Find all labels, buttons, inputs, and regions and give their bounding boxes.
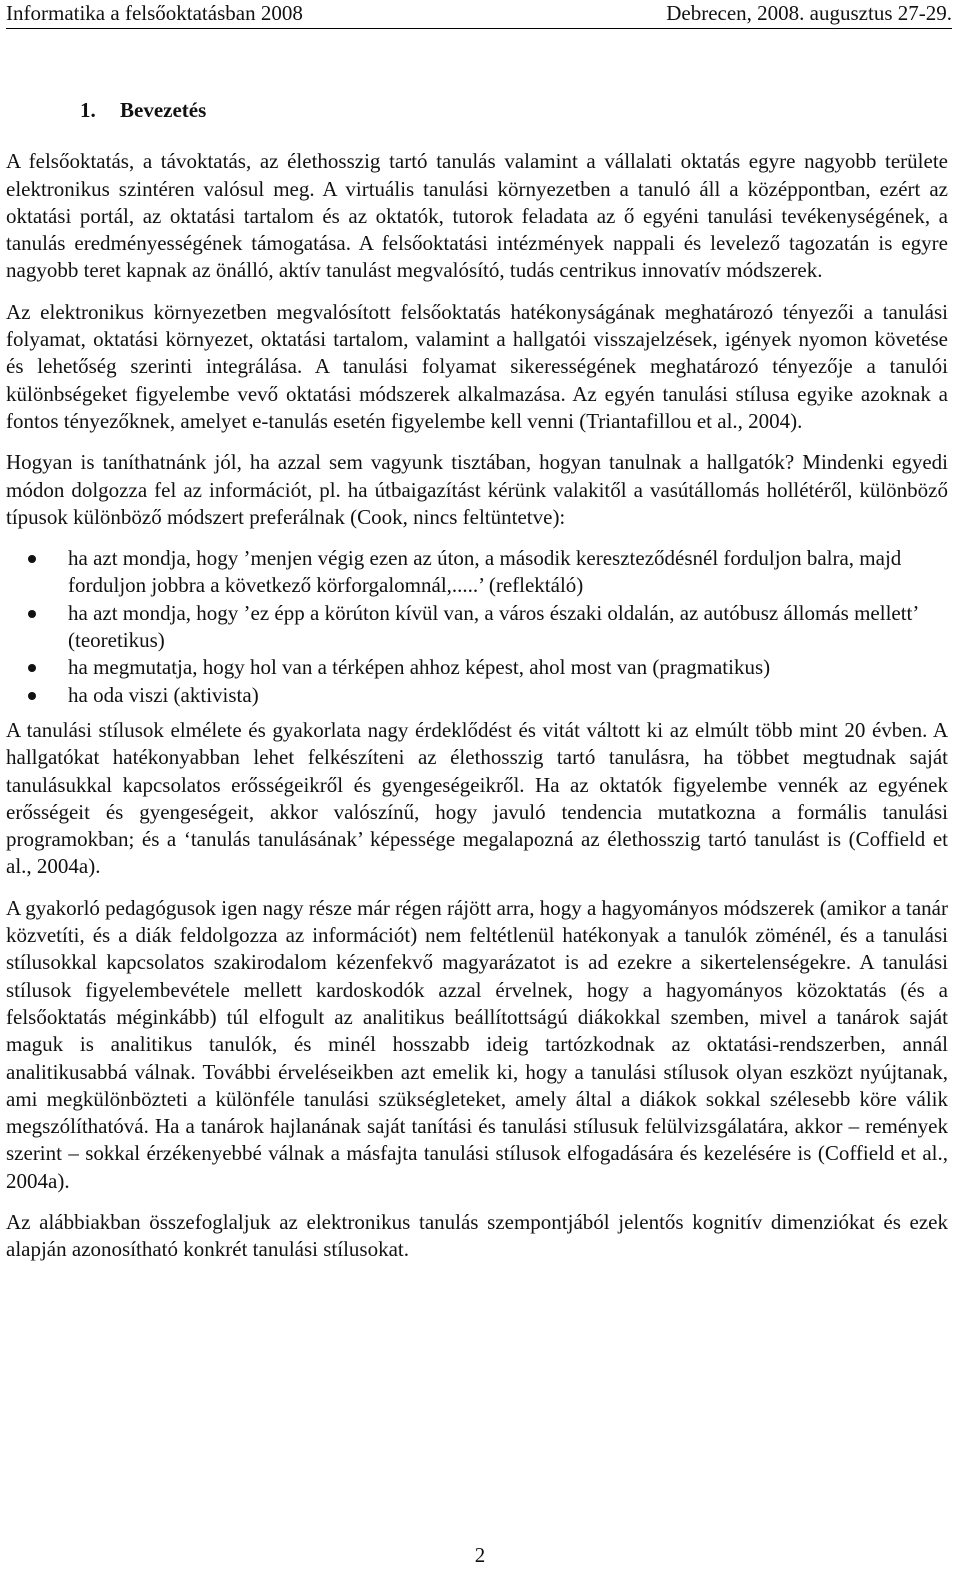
section-number: 1. <box>80 98 96 122</box>
bullet-list <box>6 545 948 709</box>
list-item <box>6 654 948 681</box>
bullet-icon <box>28 664 36 672</box>
section-heading <box>6 97 948 124</box>
bullet-icon <box>28 555 36 563</box>
list-item <box>6 545 948 600</box>
bullet-icon <box>28 610 36 618</box>
page-number: 2 <box>474 1543 486 1567</box>
list-item <box>6 682 948 709</box>
paragraph-3: Hogyan is taníthatnánk jól, ha azzal sem vagyunk tisztában, hogyan tanulnak a hallgatók? Mindenki egyedi módon dolgozza fel az információt, pl. ha útbaigazítást kérünk valakitől a vasútállomás hollétéről, különböző típusok különböző módszert preferálnak (Cook, nincs feltüntetve): <box>6 450 948 529</box>
paragraph-4: A tanulási stílusok elmélete és gyakorlata nagy érdeklődést és vitát váltott ki az elmúlt több mint 20 évben. A hallgatókat hatékonyabban lehet felkészíteni az élethosszig tartó tanulásra, ha többet megtudnak saját tanulásukkal kapcsolatos erősségeikről és gyengeségeikről. Ha az oktatók figyelembe vennék az egyének erősségeit és gyengeségeit, akkor valószínű, hogy javuló tendencia mutatkozna a formális tanulási programokban; és a ‘tanulás tanulásának’ képessége megalapozná az élethosszig tartó tanulást is (Coffield et al., 2004a). <box>6 717 948 879</box>
paragraph-6: Az alábbiakban összefoglaljuk az elektronikus tanulás szempontjából jelentős kognitív dimenziókat és ezek alapján azonosítható konkrét tanulási stílusokat. <box>6 1209 948 1262</box>
main-content <box>6 97 948 1264</box>
running-header <box>6 0 952 29</box>
paragraph-5: A gyakorló pedagógusok igen nagy része már régen rájött arra, hogy a hagyományos módszerek (amikor a tanár közvetíti, és a diák feldolgozza az információt) nem feltétlenül hatékonyak a tanulók zöménél, és a tanulási stílusokkal kapcsolatos szakirodalom kézenfekvő magyarázatot is ad ezekre a sikertelenségekre. A tanulási stílusok figyelembevétele mellett kardoskodók azzal érvelnek, hogy a hagyományos közoktatás (és a felsőoktatás méginkább) túl elfogult az analitikus beállítottságú diákokkal szemben, mivel a tanárok saját maguk is analitikus tanulók, és minél hosszabb ideig tartózkodnak az oktatási-rendszerben, annál analitikusabbá válnak. További érveléseikben azt emelik ki, hogy a tanulási stílusok olyan eszközt nyújtanak, ami megkülönbözteti a különféle tanulási szükségleteket, amely által a diákok sokkal szélesebb köre válik megszólíthatóvá. Ha a tanárok hajlanának saját tanítási és tanulási stílusuk felülvizsgálatára, akkor – remények szerint – sokkal érzékenyebbé válnak a másfajta tanulási stílusok elfogadására és kezelésére is (Coffield et al., 2004a). <box>6 895 948 1193</box>
list-item-text: ha azt mondja, hogy ’menjen végig ezen az úton, a második kereszteződésnél forduljon balra, majd forduljon jobbra a következő körforgalomnál,.....’ (reflektáló) <box>68 546 902 598</box>
section-title: Bevezetés <box>120 98 207 122</box>
header-date: Debrecen, 2008. augusztus 27-29. <box>666 1 952 25</box>
paragraph-1: A felsőoktatás, a távoktatás, az élethosszig tartó tanulás valamint a vállalati oktatás egyre nagyobb területe elektronikus szintéren valósul meg. A virtuális tanulási környezetben a tanuló áll a középpontban, ezért az oktatási portál, az oktatási tartalom és az oktatók, tutorok feladata az ő egyéni tanulási tevékenységének, a tanulás eredményességének támogatása. A felsőoktatási intézmények nappali és levelező tagozatán is egyre nagyobb teret kapnak az önálló, aktív tanulást megvalósító, tudás centrikus innovatív módszerek. <box>6 149 948 283</box>
list-item-text: ha azt mondja, hogy ’ez épp a körúton kívül van, a város északi oldalán, az autóbusz állomás mellett’ (teoretikus) <box>68 600 918 653</box>
list-item-text: ha oda viszi (aktivista) <box>68 682 259 707</box>
paragraph-2: Az elektronikus környezetben megvalósított felsőoktatás hatékonyságának meghatározó tényezői a tanulási folyamat, oktatási környezet, oktatási tartalom, valamint a hallgatói visszajelzések, igények nyomon követése és lehetőség szerinti integrálása. A tanulási folyamat sikerességének meghatározó tényezője a tanulói különbségeket figyelembe vevő oktatási módszerek alkalmazása. Az egyén tanulási stílusa egyike azoknak a fontos tényezőknek, amelyet e-tanulás esetén figyelembe kell venni (Triantafillou et al., 2004). <box>6 299 948 433</box>
header-conference: Informatika a felsőoktatásban 2008 <box>6 1 303 25</box>
list-item-text: ha megmutatja, hogy hol van a térképen ahhoz képest, ahol most van (pragmatikus) <box>68 655 771 680</box>
list-item <box>6 600 948 655</box>
bullet-icon <box>28 692 36 700</box>
